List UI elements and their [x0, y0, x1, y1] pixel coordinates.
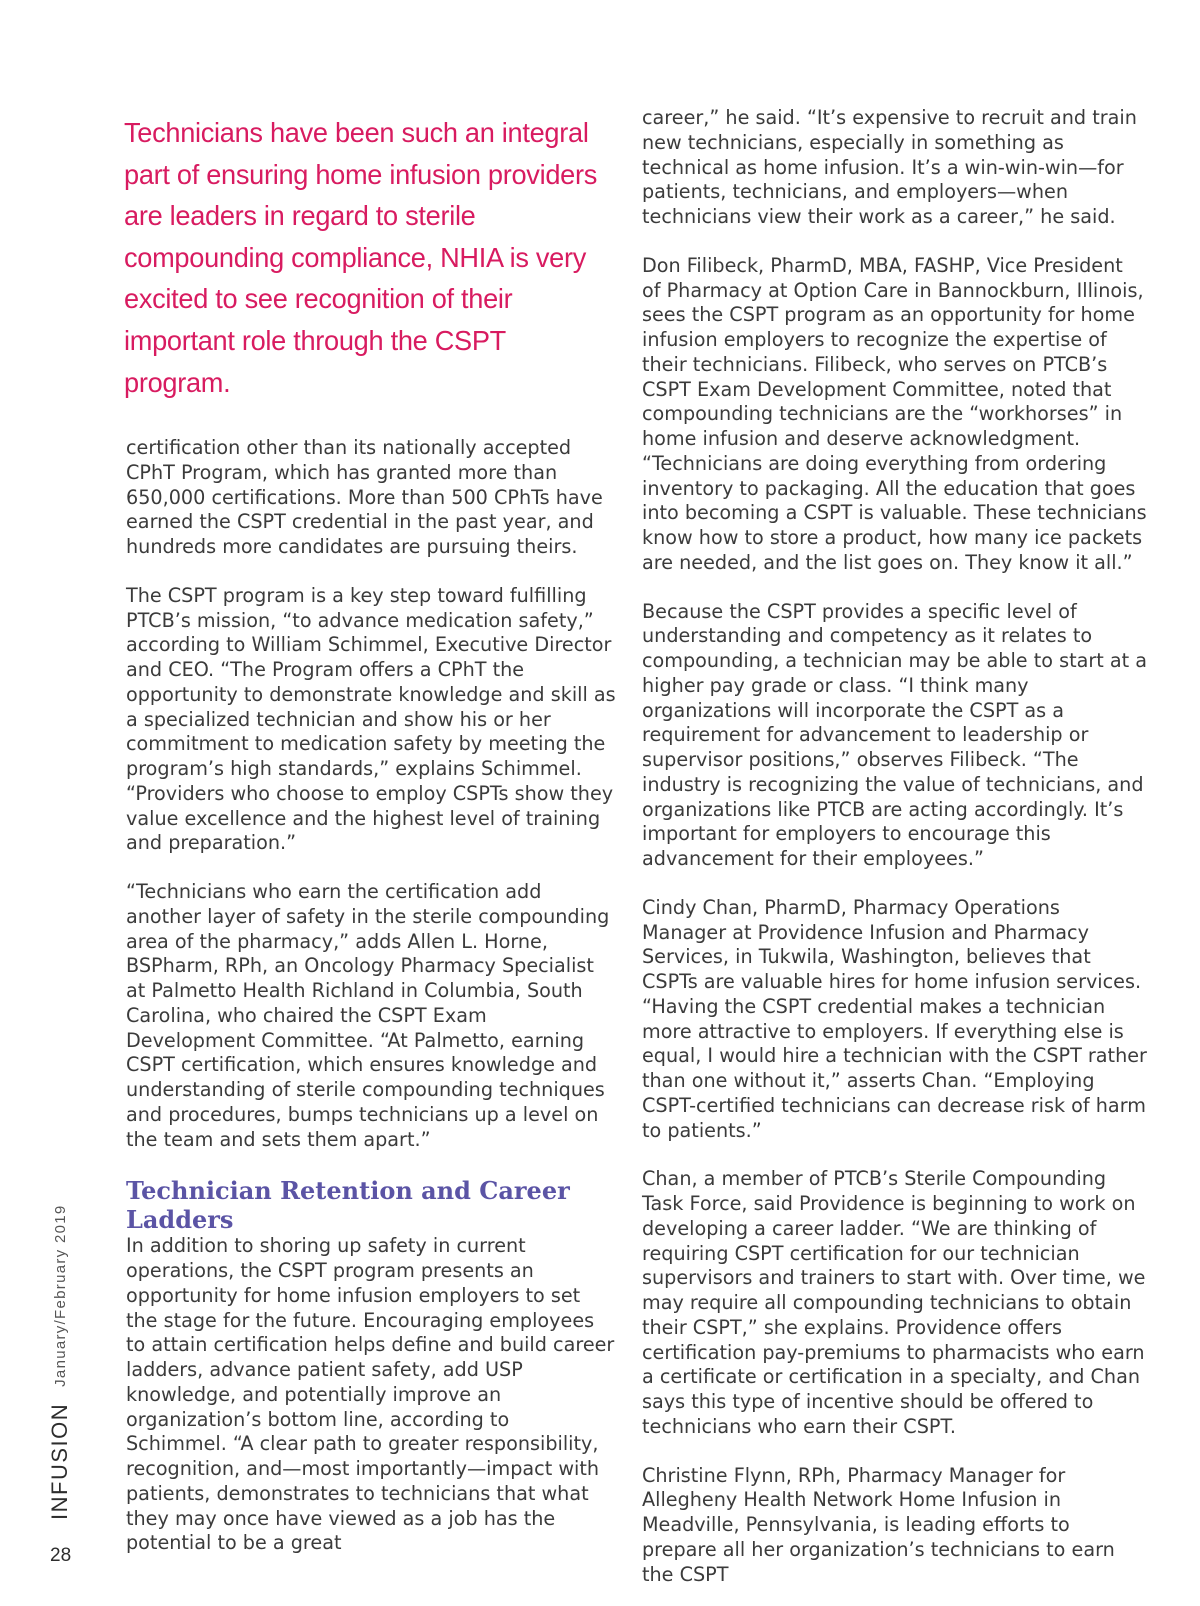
pull-quote: Technicians have been such an integral part of ensuring home infusion providers are leaders in regard to sterile compounding compliance, NHIA is very excited to see recognition of their important role through the CSPT program.: [124, 117, 597, 398]
body-paragraph: Because the CSPT provides a specific level of understanding and competency as it relates to compounding, a technician may be able to start at a higher pay grade or class. “I think many organizations will incorporate the CSPT as a requirement for advancement to leadership or supervisor positions,” observes Filibeck. “The industry is recognizing the value of technicians, and organizations like PTCB are acting accordingly. It’s important for employers to encourage this advancement for their employees.”: [642, 599, 1148, 870]
body-paragraph: “Technicians who earn the certification add another layer of safety in the sterile compounding area of the pharmacy,” adds Allen L. Horne, BSPharm, RPh, an Oncology Pharmacy Specialist at Palmetto Health Richland in Columbia, South Carolina, who chaired the CSPT Exam Development Committee. “At Palmetto, earning CSPT certification, which ensures knowledge and understanding of sterile compounding techniques and procedures, bumps technicians up a level on the team and sets them apart.”: [126, 880, 610, 1151]
body-paragraph: Cindy Chan, PharmD, Pharmacy Operations Manager at Providence Infusion and Pharmacy Services, in Tukwila, Washington, believes that CSPTs are valuable hires for home infusion services. “Having the CSPT credential makes a technician more attractive to employers. If everything else is equal, I would hire a technician with the CSPT rather than one without it,” asserts Chan. “Employing CSPT-certified technicians can decrease risk of harm to patients.”: [642, 895, 1147, 1142]
body-paragraph: certification other than its nationally accepted CPhT Program, which has granted more than 650,000 certifications. More than 500 CPhTs have earned the CSPT credential in the past year, and hundreds more candidates are pursuing theirs.: [126, 436, 603, 558]
left-column: [126, 436, 616, 1556]
section-subheading: Technician Retention and Career Ladders: [126, 1176, 570, 1235]
body-paragraph: Don Filibeck, PharmD, MBA, FASHP, Vice President of Pharmacy at Option Care in Bannockburn, Illinois, sees the CSPT program as an opportunity for home infusion employers to recognize the expertise of their technicians. Filibeck, who serves on PTCB’s CSPT Exam Development Committee, noted that compounding technicians are the “workhorses” in home infusion and deserve acknowledgment. “Technicians are doing everything from ordering inventory to packaging. All the education that goes into becoming a CSPT is valuable. These technicians know how to store a product, how many ice packets are needed, and the list goes on. They know it all.”: [642, 253, 1147, 574]
body-paragraph: Christine Flynn, RPh, Pharmacy Manager for Allegheny Health Network Home Infusion in Meadville, Pennsylvania, is leading efforts to prepare all her organization’s technicians to earn the CSPT: [642, 1463, 1115, 1586]
right-column: [642, 106, 1147, 1587]
issue-date: January/February 2019: [51, 1204, 69, 1387]
body-paragraph: Chan, a member of PTCB’s Sterile Compounding Task Force, said Providence is beginning to work on developing a career ladder. “We are thinking of requiring CSPT certification for our technician supervisors and trainers to start with. Over time, we may require all compounding technicians to obtain their CSPT,” she explains. Providence offers certification pay-premiums to pharmacists who earn a certificate or certification in a specialty, and Chan says this type of incentive should be offered to technicians who earn their CSPT.: [642, 1167, 1146, 1438]
vertical-masthead: [45, 1080, 75, 1520]
page-number: 28: [50, 1545, 72, 1566]
body-paragraph: In addition to shoring up safety in current operations, the CSPT program presents an opportunity for home infusion employers to set the stage for the future. Encouraging employees to attain certification helps define and build career ladders, advance patient safety, add USP knowledge, and potentially improve an organization’s bottom line, according to Schimmel. “A clear path to greater responsibility, recognition, and—most importantly—impact with patients, demonstrates to technicians that what they may once have viewed as a job has the potential to be a great: [126, 1234, 615, 1555]
body-paragraph: The CSPT program is a key step toward fulfilling PTCB’s mission, “to advance medication safety,” according to William Schimmel, Executive Director and CEO. “The Program offers a CPhT the opportunity to demonstrate knowledge and skill as a specialized technician and show his or her commitment to medication safety by meeting the program’s high standards,” explains Schimmel. “Providers who choose to employ CSPTs show they value excellence and the highest level of training and preparation.”: [126, 583, 616, 855]
body-paragraph: career,” he said. “It’s expensive to recruit and train new technicians, especially in something as technical as home infusion. It’s a win-win-win—for patients, technicians, and employers—when technicians view their work as a career,” he said.: [642, 106, 1137, 228]
magazine-logo: INFUSION: [47, 1402, 72, 1520]
